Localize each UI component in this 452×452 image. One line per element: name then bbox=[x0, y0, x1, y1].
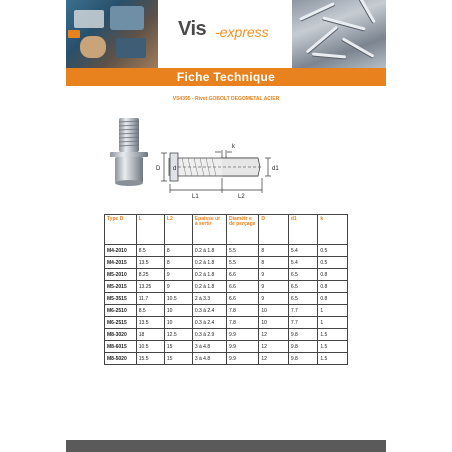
table-row bbox=[105, 341, 348, 353]
title-bar bbox=[66, 68, 386, 86]
table-cell: 12 bbox=[259, 329, 288, 341]
table-cell: 10 bbox=[164, 305, 192, 317]
col-header: Diamètr e de perçage bbox=[227, 215, 259, 245]
table-cell: 0.8 bbox=[318, 281, 348, 293]
table-cell: 0.2 à 1.8 bbox=[192, 257, 226, 269]
table-cell: 0.2 à 1.8 bbox=[192, 269, 226, 281]
label-d: d bbox=[173, 166, 177, 172]
table-cell: 1.5 bbox=[318, 329, 348, 341]
table-cell: 11.7 bbox=[136, 293, 164, 305]
table-cell: 0.3 à 2.4 bbox=[192, 305, 226, 317]
table-cell: 13.5 bbox=[136, 317, 164, 329]
table-cell: 7.7 bbox=[288, 305, 318, 317]
table-cell: 6.5 bbox=[288, 281, 318, 293]
table-cell: 5.4 bbox=[288, 257, 318, 269]
table-cell: 6.5 bbox=[288, 293, 318, 305]
label-d1: d1 bbox=[272, 166, 279, 172]
table-cell: 1 bbox=[318, 317, 348, 329]
table-cell: 0.2 à 1.8 bbox=[192, 281, 226, 293]
table-cell: 7.8 bbox=[227, 305, 259, 317]
brand-suffix: -express bbox=[215, 24, 269, 40]
table-cell: 8.5 bbox=[136, 305, 164, 317]
table-row bbox=[105, 329, 348, 341]
table-cell: M5-2015 bbox=[105, 281, 137, 293]
table-cell: 1.5 bbox=[318, 353, 348, 365]
table-cell: 12 bbox=[259, 353, 288, 365]
table-cell: M6-2515 bbox=[105, 317, 137, 329]
table-cell: 8 bbox=[259, 245, 288, 257]
table-cell: 10.5 bbox=[164, 293, 192, 305]
table-cell: 3 à 4.8 bbox=[192, 353, 226, 365]
header-banner bbox=[66, 0, 386, 68]
col-header: k bbox=[318, 215, 348, 245]
table-cell: 6.6 bbox=[227, 281, 259, 293]
table-cell: 8.5 bbox=[136, 245, 164, 257]
table-cell: 12.5 bbox=[164, 329, 192, 341]
footer-bar bbox=[66, 440, 386, 452]
table-row bbox=[105, 305, 348, 317]
table-cell: 7.8 bbox=[227, 317, 259, 329]
col-header: Type D bbox=[105, 215, 137, 245]
table-cell: 13.5 bbox=[136, 257, 164, 269]
label-L2: L2 bbox=[238, 194, 245, 200]
spec-table bbox=[104, 214, 348, 365]
table-cell: 0.8 bbox=[318, 293, 348, 305]
table-cell: 9.8 bbox=[288, 329, 318, 341]
label-k: k bbox=[232, 144, 235, 150]
table-row bbox=[105, 293, 348, 305]
table-cell: 18 bbox=[136, 329, 164, 341]
table-cell: M6-2510 bbox=[105, 305, 137, 317]
col-header: d1 bbox=[288, 215, 318, 245]
table-cell: M8-5020 bbox=[105, 353, 137, 365]
col-header: Epaisse ur à sertir bbox=[192, 215, 226, 245]
table-cell: 0.5 bbox=[318, 245, 348, 257]
table-cell: 9.9 bbox=[227, 329, 259, 341]
table-cell: 2 à 3.3 bbox=[192, 293, 226, 305]
label-L1: L1 bbox=[192, 194, 199, 200]
screws-photo bbox=[292, 0, 386, 68]
table-cell: 9.9 bbox=[227, 341, 259, 353]
table-cell: 0.3 à 2.9 bbox=[192, 329, 226, 341]
table-cell: 15 bbox=[164, 353, 192, 365]
table-cell: 5.4 bbox=[288, 245, 318, 257]
col-header: L bbox=[136, 215, 164, 245]
table-row bbox=[105, 317, 348, 329]
table-cell: 6.6 bbox=[227, 293, 259, 305]
table-row bbox=[105, 353, 348, 365]
table-cell: M5-2010 bbox=[105, 269, 137, 281]
table-cell: M8-6015 bbox=[105, 341, 137, 353]
table-cell: 13.25 bbox=[136, 281, 164, 293]
page-title: Fiche Technique bbox=[176, 70, 276, 84]
table-row bbox=[105, 281, 348, 293]
table-cell: 15.5 bbox=[136, 353, 164, 365]
product-title: VS4395 - Rivet GOBOLT DEGOMETAL ACIER bbox=[172, 96, 280, 102]
table-cell: 3 à 4.8 bbox=[192, 341, 226, 353]
label-D: D bbox=[156, 166, 161, 172]
table-cell: 5.5 bbox=[227, 257, 259, 269]
table-cell: 9 bbox=[164, 281, 192, 293]
table-cell: 7.7 bbox=[288, 317, 318, 329]
rivet-drawing bbox=[102, 112, 352, 202]
brand-logo[interactable] bbox=[158, 0, 292, 68]
table-cell: 0.8 bbox=[318, 269, 348, 281]
col-header: D bbox=[259, 215, 288, 245]
table-cell: 8 bbox=[164, 245, 192, 257]
table-cell: 9.8 bbox=[288, 353, 318, 365]
table-cell: 8 bbox=[164, 257, 192, 269]
table-cell: 10 bbox=[259, 305, 288, 317]
table-cell: M4-2015 bbox=[105, 257, 137, 269]
brand-name: Vis bbox=[178, 18, 207, 40]
table-cell: 12 bbox=[259, 341, 288, 353]
table-cell: M5-3515 bbox=[105, 293, 137, 305]
table-cell: 9.9 bbox=[227, 353, 259, 365]
col-header: L2 bbox=[164, 215, 192, 245]
table-cell: 0.5 bbox=[318, 257, 348, 269]
table-header-row bbox=[105, 215, 348, 245]
technical-sheet bbox=[66, 0, 386, 452]
table-cell: 10 bbox=[259, 317, 288, 329]
table-cell: M4-2010 bbox=[105, 245, 137, 257]
table-cell: 9 bbox=[259, 281, 288, 293]
table-cell: 9 bbox=[259, 293, 288, 305]
table-cell: 6.6 bbox=[227, 269, 259, 281]
table-cell: 1.5 bbox=[318, 341, 348, 353]
table-cell: 0.3 à 2.4 bbox=[192, 317, 226, 329]
table-cell: 15 bbox=[164, 341, 192, 353]
table-cell: 10 bbox=[164, 317, 192, 329]
workshop-photo bbox=[66, 0, 158, 68]
table-cell: 5.5 bbox=[227, 245, 259, 257]
table-cell: 6.5 bbox=[288, 269, 318, 281]
table-cell: 9.8 bbox=[288, 341, 318, 353]
table-cell: 9 bbox=[259, 269, 288, 281]
table-cell: 9 bbox=[164, 269, 192, 281]
table-cell: 0.2 à 1.8 bbox=[192, 245, 226, 257]
table-row bbox=[105, 245, 348, 257]
table-cell: 8 bbox=[259, 257, 288, 269]
table-row bbox=[105, 257, 348, 269]
table-row bbox=[105, 269, 348, 281]
table-cell: M8-3020 bbox=[105, 329, 137, 341]
table-cell: 1 bbox=[318, 305, 348, 317]
rivet-section-drawing bbox=[161, 150, 271, 193]
rivet-photo bbox=[110, 118, 148, 186]
table-cell: 10.5 bbox=[136, 341, 164, 353]
table-cell: 8.25 bbox=[136, 269, 164, 281]
